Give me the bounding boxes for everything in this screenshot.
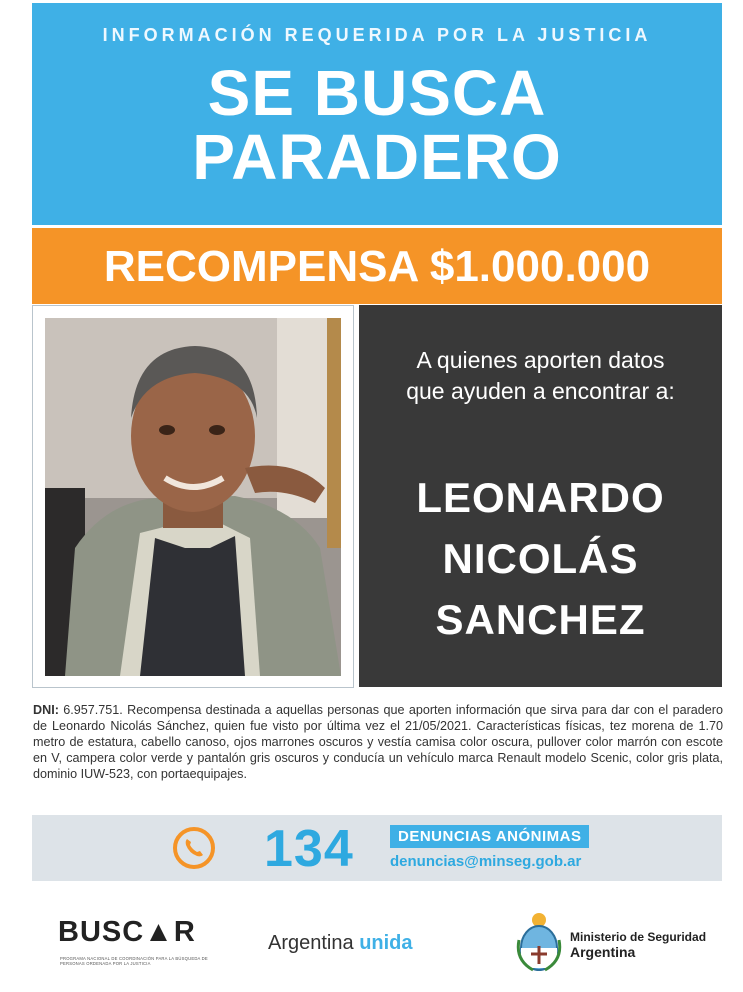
photo-frame (32, 305, 354, 688)
anonymous-reports-badge: DENUNCIAS ANÓNIMAS (390, 825, 589, 848)
target-panel (359, 305, 722, 687)
header-banner (32, 3, 722, 225)
case-details (33, 702, 723, 782)
ministry-line-2: Argentina (570, 944, 636, 960)
ministry-line-1: Ministerio de Seguridad (570, 930, 707, 944)
footer (0, 900, 743, 990)
phone-icon (172, 826, 216, 870)
dni-label: DNI: (33, 703, 59, 717)
lead-line-2: que ayuden a encontrar a: (406, 378, 675, 404)
argentina-word: Argentina (268, 932, 354, 954)
argentina-unida-logo (268, 932, 413, 955)
lead-text (359, 345, 722, 407)
details-text: 6.957.751. Recompensa destinada a aquellas personas que aporten información que sirva para dar con el paradero de Leonardo Nicolás Sánchez, quien fue visto por última vez el 21/05/2021. Características físicas, tez morena de 1.70 metro de estatura, cabello canoso, ojos marrones oscuros y vestía camisa color oscura, pullover color marrón con escote en V, campera color verde y pantalón gris oscuros y conducía un vehículo marca Renault modelo Scenic, color gris plata, dominio IUW-523, con portaequipajes. (33, 703, 723, 781)
title-line-2: PARADERO (192, 121, 562, 193)
ministry-logo (570, 930, 706, 960)
reward-banner (32, 228, 722, 304)
name-line-1: LEONARDO (416, 474, 665, 521)
page-title (32, 57, 722, 193)
buscar-logo: BUSC▲R (58, 916, 196, 948)
unida-word: unida (359, 932, 413, 954)
lead-line-1: A quienes aporten datos (416, 347, 665, 373)
portrait-illustration (45, 318, 341, 676)
hotline-number[interactable]: 134 (264, 820, 354, 878)
missing-person-photo (45, 318, 341, 676)
national-seal-icon (515, 910, 563, 972)
name-line-2: NICOLÁS (442, 535, 639, 582)
person-name (359, 467, 722, 650)
report-email-link[interactable]: denuncias@minseg.gob.ar (390, 853, 582, 870)
header-kicker: INFORMACIÓN REQUERIDA POR LA JUSTICIA (102, 25, 652, 45)
buscar-subtitle: PROGRAMA NACIONAL DE COORDINACIÓN PARA LA BÚSQUEDA DE PERSONAS ORDENADA POR LA JUSTICIA (60, 956, 208, 966)
reward-text: RECOMPENSA $1.000.000 (103, 242, 651, 291)
name-line-3: SANCHEZ (435, 596, 646, 643)
contact-strip (32, 815, 722, 881)
title-line-1: SE BUSCA (207, 57, 547, 129)
